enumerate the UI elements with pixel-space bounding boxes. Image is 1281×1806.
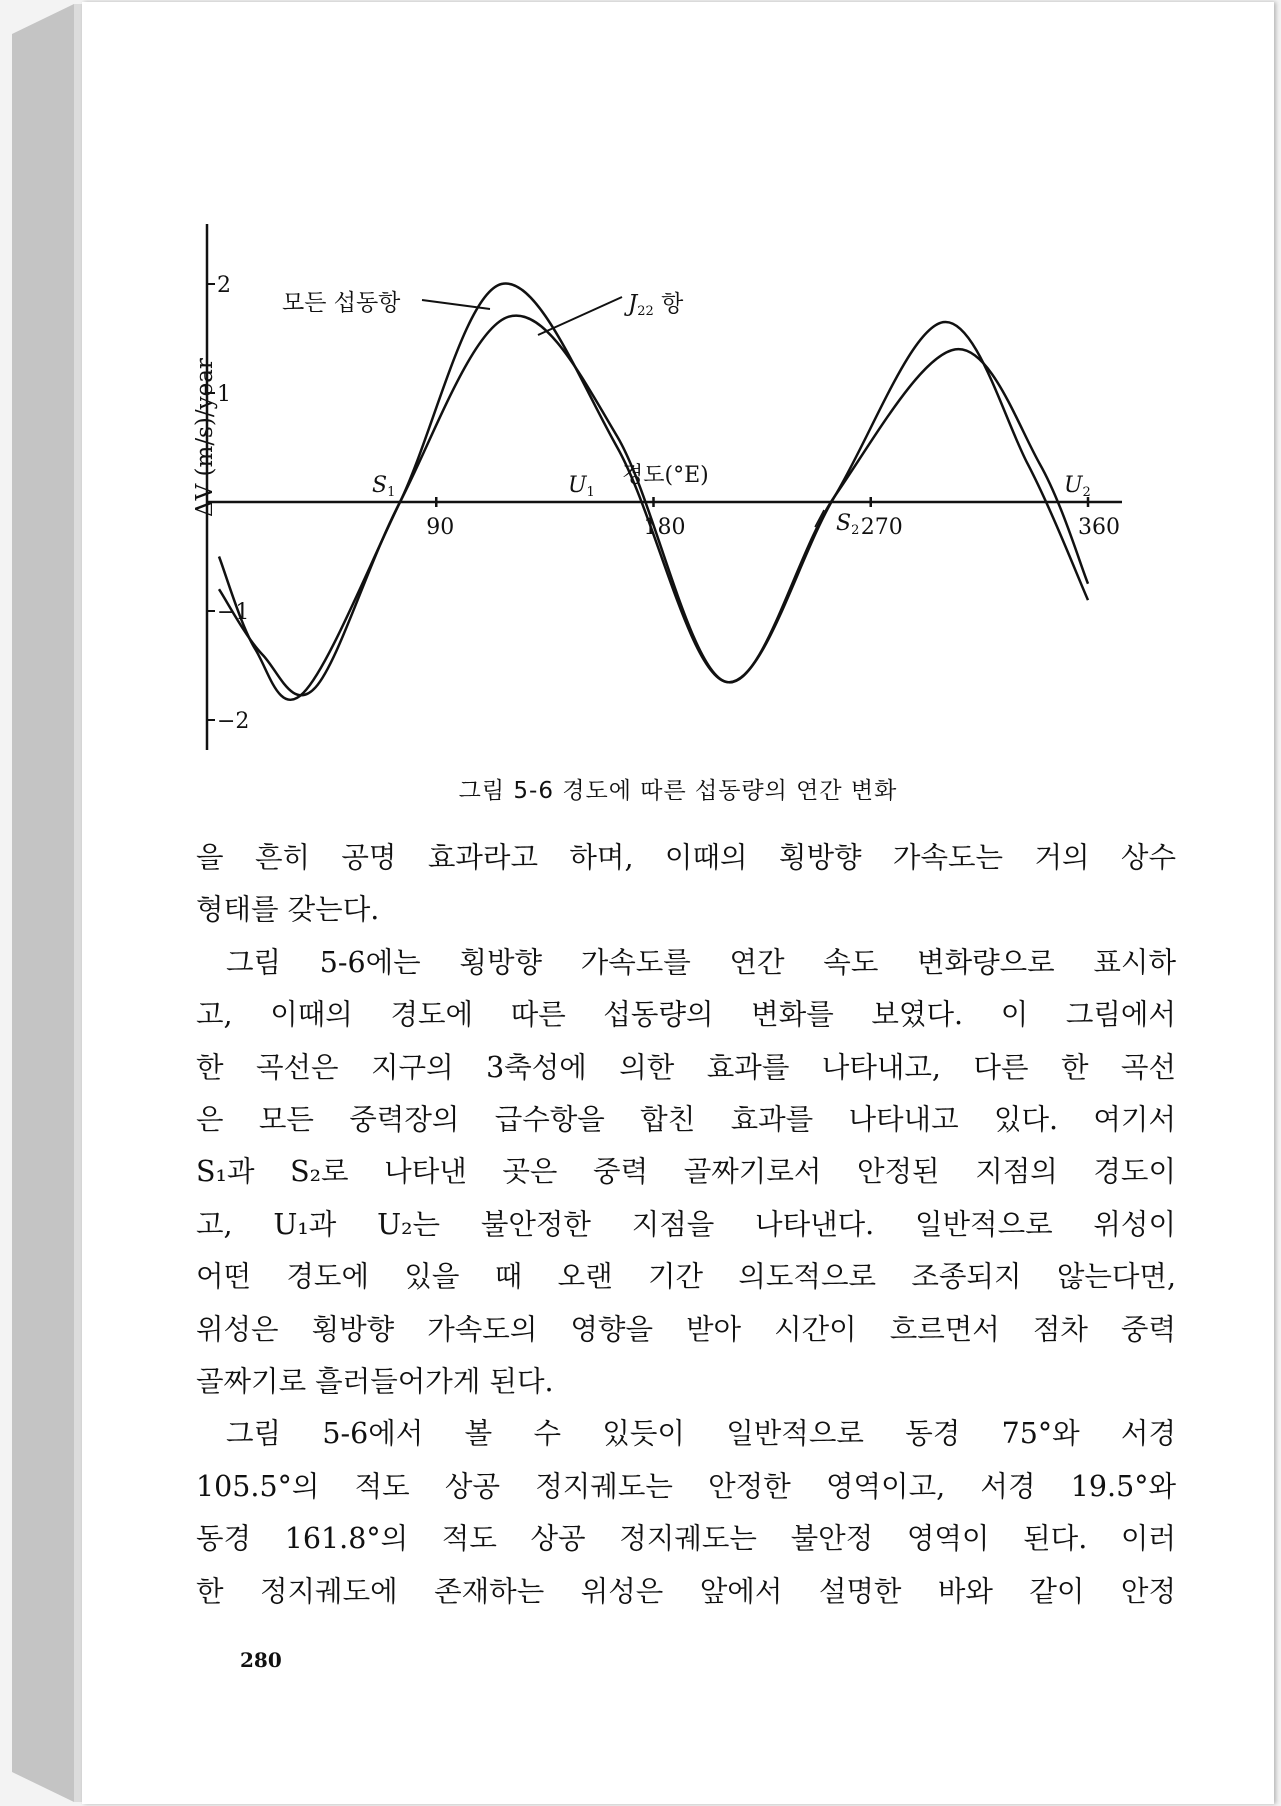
body-line: S₁과 S₂로 나타낸 곳은 중력 골짜기로서 안정된 지점의 경도이 — [196, 1155, 1176, 1189]
point-label-s2-sub: 2 — [851, 523, 860, 538]
page-number: 280 — [240, 1648, 282, 1672]
point-label-u1 — [568, 473, 595, 500]
body-line: 한 곡선은 지구의 3축성에 의한 효과를 나타내고, 다른 한 곡선 — [196, 1050, 1176, 1084]
x-tick-label: 180 — [643, 515, 686, 540]
body-line: 고, U₁과 U₂는 불안정한 지점을 나타낸다. 일반적으로 위성이 — [196, 1207, 1176, 1241]
y-tick-label: −1 — [217, 600, 250, 625]
point-label-u2-sub: 2 — [1082, 485, 1091, 500]
y-tick-label: −2 — [217, 709, 250, 734]
book-spine — [12, 4, 84, 1802]
y-tick-label: 2 — [217, 273, 231, 298]
body-line: 그림 5-6에서 볼 수 있듯이 일반적으로 동경 75°와 서경 — [226, 1417, 1176, 1451]
x-tick-label: 90 — [426, 515, 455, 540]
body-line: 어떤 경도에 있을 때 오랜 기간 의도적으로 조종되지 않는다면, — [196, 1260, 1176, 1294]
body-line: 위성은 횡방향 가속도의 영향을 받아 시간이 흐르면서 점차 중력 — [196, 1312, 1176, 1346]
point-label-u2 — [1064, 473, 1091, 500]
body-text — [196, 832, 1176, 1618]
body-line: 고, 이때의 경도에 따른 섭동량의 변화를 보였다. 이 그림에서 — [196, 998, 1176, 1032]
body-line: 동경 161.8°의 적도 상공 정지궤도는 불안정 영역이 된다. 이러 — [196, 1522, 1176, 1556]
y-tick-label: 1 — [217, 382, 231, 407]
chart-ticks — [207, 273, 1120, 734]
body-line: 형태를 갖는다. — [196, 893, 380, 927]
curve-label-j22 — [624, 291, 684, 319]
x-tick-label: 360 — [1078, 515, 1120, 540]
point-label-s1 — [372, 473, 395, 500]
body-line: 골짜기로 흘러들어가게 된다. — [196, 1365, 554, 1399]
chart-curves — [219, 283, 1088, 699]
figure-caption: 그림 5-6 경도에 따른 섭동량의 연간 변화 — [458, 778, 898, 804]
body-line: 한 정지궤도에 존재하는 위성은 앞에서 설명한 바와 같이 안정 — [196, 1574, 1176, 1608]
point-label-s2 — [836, 511, 859, 538]
point-label-u1-name: U — [568, 473, 587, 498]
curve-label-j22-subscript: 22 — [637, 304, 654, 319]
curve-label-j22-suffix: 항 — [653, 291, 684, 317]
point-label-s2-name: S — [836, 511, 852, 536]
book-page — [82, 2, 1274, 1804]
curve-label-j22-name: J — [628, 291, 638, 317]
x-tick-label: 270 — [860, 515, 903, 540]
curve-label-all-terms: 모든 섭동항 — [282, 290, 401, 316]
series-line-0 — [219, 283, 1088, 699]
y-axis-label: ΔV (m/s)/year — [192, 358, 218, 517]
body-line: 은 모든 중력장의 급수항을 합친 효과를 나타내고 있다. 여기서 — [196, 1103, 1176, 1137]
body-line: 을 흔히 공명 효과라고 하며, 이때의 횡방향 가속도는 거의 상수 — [196, 841, 1176, 874]
longitude-perturbation-chart — [82, 2, 1274, 762]
x-axis-label: 경도(°E) — [622, 463, 709, 488]
body-line: 105.5°의 적도 상공 정지궤도는 안정한 영역이고, 서경 19.5°와 — [196, 1469, 1176, 1503]
point-label-u1-sub: 1 — [586, 485, 595, 500]
point-label-u2-name: U — [1064, 473, 1083, 498]
point-label-s1-sub: 1 — [387, 485, 396, 500]
curve-label-j22-leader — [538, 297, 622, 335]
body-line: 그림 5-6에는 횡방향 가속도를 연간 속도 변화량으로 표시하 — [226, 945, 1176, 979]
point-label-s1-name: S — [372, 473, 388, 498]
